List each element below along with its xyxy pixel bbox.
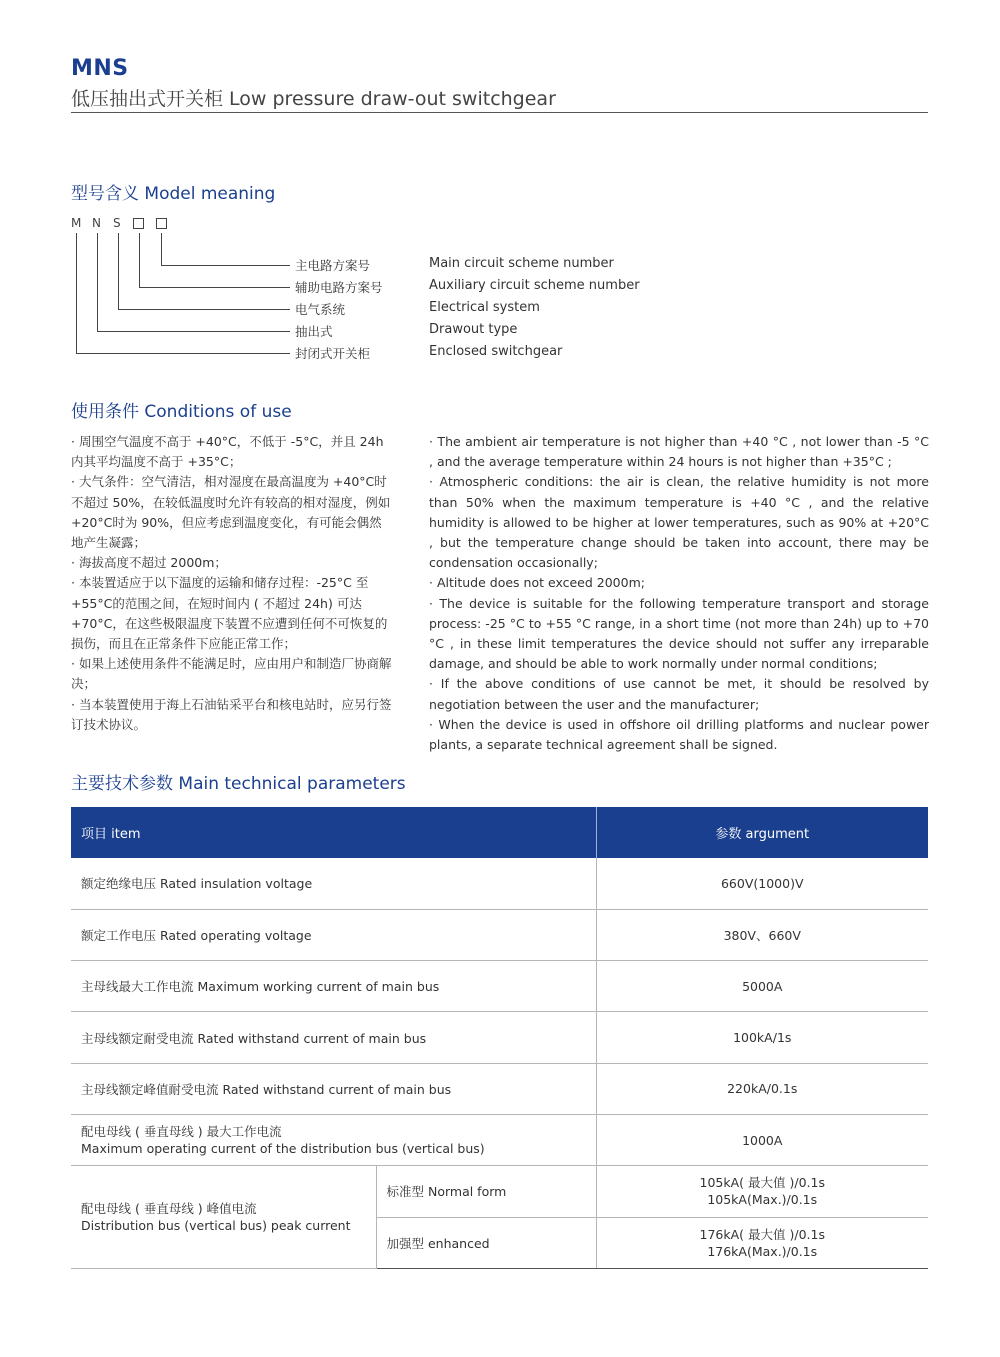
row-value: 220kA/0.1s — [596, 1063, 928, 1114]
row-item-cn: 配电母线 ( 垂直母线 ) 峰值电流 — [81, 1201, 257, 1217]
table-row — [71, 858, 928, 909]
condition-en: · Atmospheric conditions: the air is clean, the relative humidity is not more than 50% when the maximum temperature is +40 °C , and the relative humidity is allowed to be higher at lower temperatures, such as 90% at +20°C , but the temperature change should be taken into account, there may be condensation occasionally; — [429, 474, 929, 571]
row-item — [71, 1114, 596, 1165]
row-value: 1000A — [596, 1114, 928, 1165]
model-meaning-title: 型号含义 Model meaning — [71, 184, 276, 204]
tree-line — [139, 233, 140, 287]
model-box-1 — [133, 218, 144, 229]
condition-cn: · 本装置适应于以下温度的运输和储存过程：-25°C 至 +55°C的范围之间，在短时间内 ( 不超过 24h) 可达 +70°C，在这些极限温度下装置不应遭到任何不可恢复的损伤，而且在正常条件下应能正常工作； — [71, 575, 388, 652]
row-value: 380V、660V — [596, 909, 928, 960]
condition-cn: · 周围空气温度不高于 +40°C，不低于 -5°C，并且 24h 内其平均温度不高于 +35°C； — [71, 434, 384, 470]
tree-line — [97, 331, 290, 332]
tree-line — [97, 233, 98, 331]
tree-line — [76, 353, 290, 354]
row-value: 5000A — [596, 961, 928, 1012]
conditions-title: 使用条件 Conditions of use — [71, 402, 292, 422]
brand-title: MNS — [71, 56, 129, 81]
condition-cn: · 海拔高度不超过 2000m； — [71, 555, 227, 571]
model-item-en: Auxiliary circuit scheme number — [429, 278, 640, 293]
condition-en: · The device is suitable for the following temperature transport and storage process: -25 °C to +55 °C range, in a short time (not more than 24h) up to +70 °C , in these limit temperatures the device should not suffer any irreparable damage, and should be able to work normally under normal conditions; — [429, 595, 929, 672]
row-item: 额定工作电压 Rated operating voltage — [71, 909, 596, 960]
model-item-en: Drawout type — [429, 322, 518, 337]
condition-en: · Altitude does not exceed 2000m; — [429, 575, 645, 591]
condition-cn: · 如果上述使用条件不能满足时，应由用户和制造厂协商解决； — [71, 656, 392, 692]
tree-line — [139, 287, 290, 288]
tree-line — [118, 309, 290, 310]
row-item: 主母线额定峰值耐受电流 Rated withstand current of main bus — [71, 1063, 596, 1114]
model-item-cn: 封闭式开关柜 — [295, 346, 371, 361]
model-item-cn: 抽出式 — [295, 324, 333, 339]
table-row — [71, 1166, 928, 1217]
tree-line — [118, 233, 119, 309]
header-divider — [71, 112, 928, 113]
row-item: 主母线最大工作电流 Maximum working current of main bus — [71, 961, 596, 1012]
row-item: 额定绝缘电压 Rated insulation voltage — [71, 858, 596, 909]
table-header-row — [71, 807, 928, 858]
value-line: 176kA( 最大值 )/0.1s — [699, 1226, 825, 1242]
model-box-2 — [156, 218, 167, 229]
condition-en: · When the device is used in offshore oil drilling platforms and nuclear power plants, a separate technical agreement shall be signed. — [429, 716, 929, 753]
row-subitem: 标准型 Normal form — [376, 1166, 596, 1217]
row-value: 660V(1000)V — [596, 858, 928, 909]
page-subtitle: 低压抽出式开关柜 Low pressure draw-out switchgear — [71, 88, 556, 110]
condition-en: · If the above conditions of use cannot be met, it should be resolved by negotiation between the user and the manufacturer; — [429, 676, 929, 712]
table-row — [71, 1063, 928, 1114]
value-line: 105kA( 最大值 )/0.1s — [699, 1175, 825, 1191]
value-line: 105kA(Max.)/0.1s — [707, 1192, 818, 1208]
tree-line — [161, 265, 290, 266]
row-subitem: 加强型 enhanced — [376, 1217, 596, 1268]
row-item-cn: 配电母线 ( 垂直母线 ) 最大工作电流 — [81, 1124, 282, 1140]
condition-cn: · 大气条件：空气清洁，相对湿度在最高温度为 +40°C时不超过 50%，在较低温度时允许有较高的相对湿度，例如 +20°C时为 90%，但应考虑到温度变化，有可能会偶然地产生凝露； — [71, 474, 391, 551]
model-item-en: Main circuit scheme number — [429, 256, 614, 271]
row-item-en: Maximum operating current of the distribution bus (vertical bus) — [81, 1141, 485, 1157]
condition-cn: · 当本装置使用于海上石油钻采平台和核电站时，应另行签订技术协议。 — [71, 696, 392, 732]
model-letter-s: S — [113, 216, 121, 230]
row-value: 100kA/1s — [596, 1012, 928, 1063]
table-row — [71, 909, 928, 960]
header-item: 项目 item — [71, 807, 596, 858]
row-value — [596, 1166, 928, 1217]
model-item-en: Enclosed switchgear — [429, 344, 563, 359]
header-argument: 参数 argument — [596, 807, 928, 858]
condition-en: · The ambient air temperature is not higher than +40 °C , not lower than -5 °C , and the average temperature within 24 hours is not higher than +35°C ; — [429, 434, 929, 470]
model-letter-m: M — [71, 216, 82, 230]
model-item-cn: 辅助电路方案号 — [295, 280, 383, 295]
table-row — [71, 1114, 928, 1165]
row-item — [71, 1166, 376, 1269]
value-line: 176kA(Max.)/0.1s — [707, 1243, 818, 1259]
model-item-en: Electrical system — [429, 300, 540, 315]
conditions-cn-column — [71, 432, 393, 735]
params-title: 主要技术参数 Main technical parameters — [71, 774, 406, 794]
table-row — [71, 1012, 928, 1063]
model-letter-n: N — [92, 216, 101, 230]
model-item-cn: 电气系统 — [295, 302, 346, 317]
tree-line — [76, 233, 77, 353]
conditions-en-column — [429, 432, 929, 755]
row-item-en: Distribution bus (vertical bus) peak current — [81, 1218, 351, 1234]
table-row — [71, 961, 928, 1012]
tree-line — [161, 233, 162, 265]
params-table — [71, 807, 928, 1269]
model-item-cn: 主电路方案号 — [295, 258, 371, 273]
row-item: 主母线额定耐受电流 Rated withstand current of main bus — [71, 1012, 596, 1063]
row-value — [596, 1217, 928, 1268]
